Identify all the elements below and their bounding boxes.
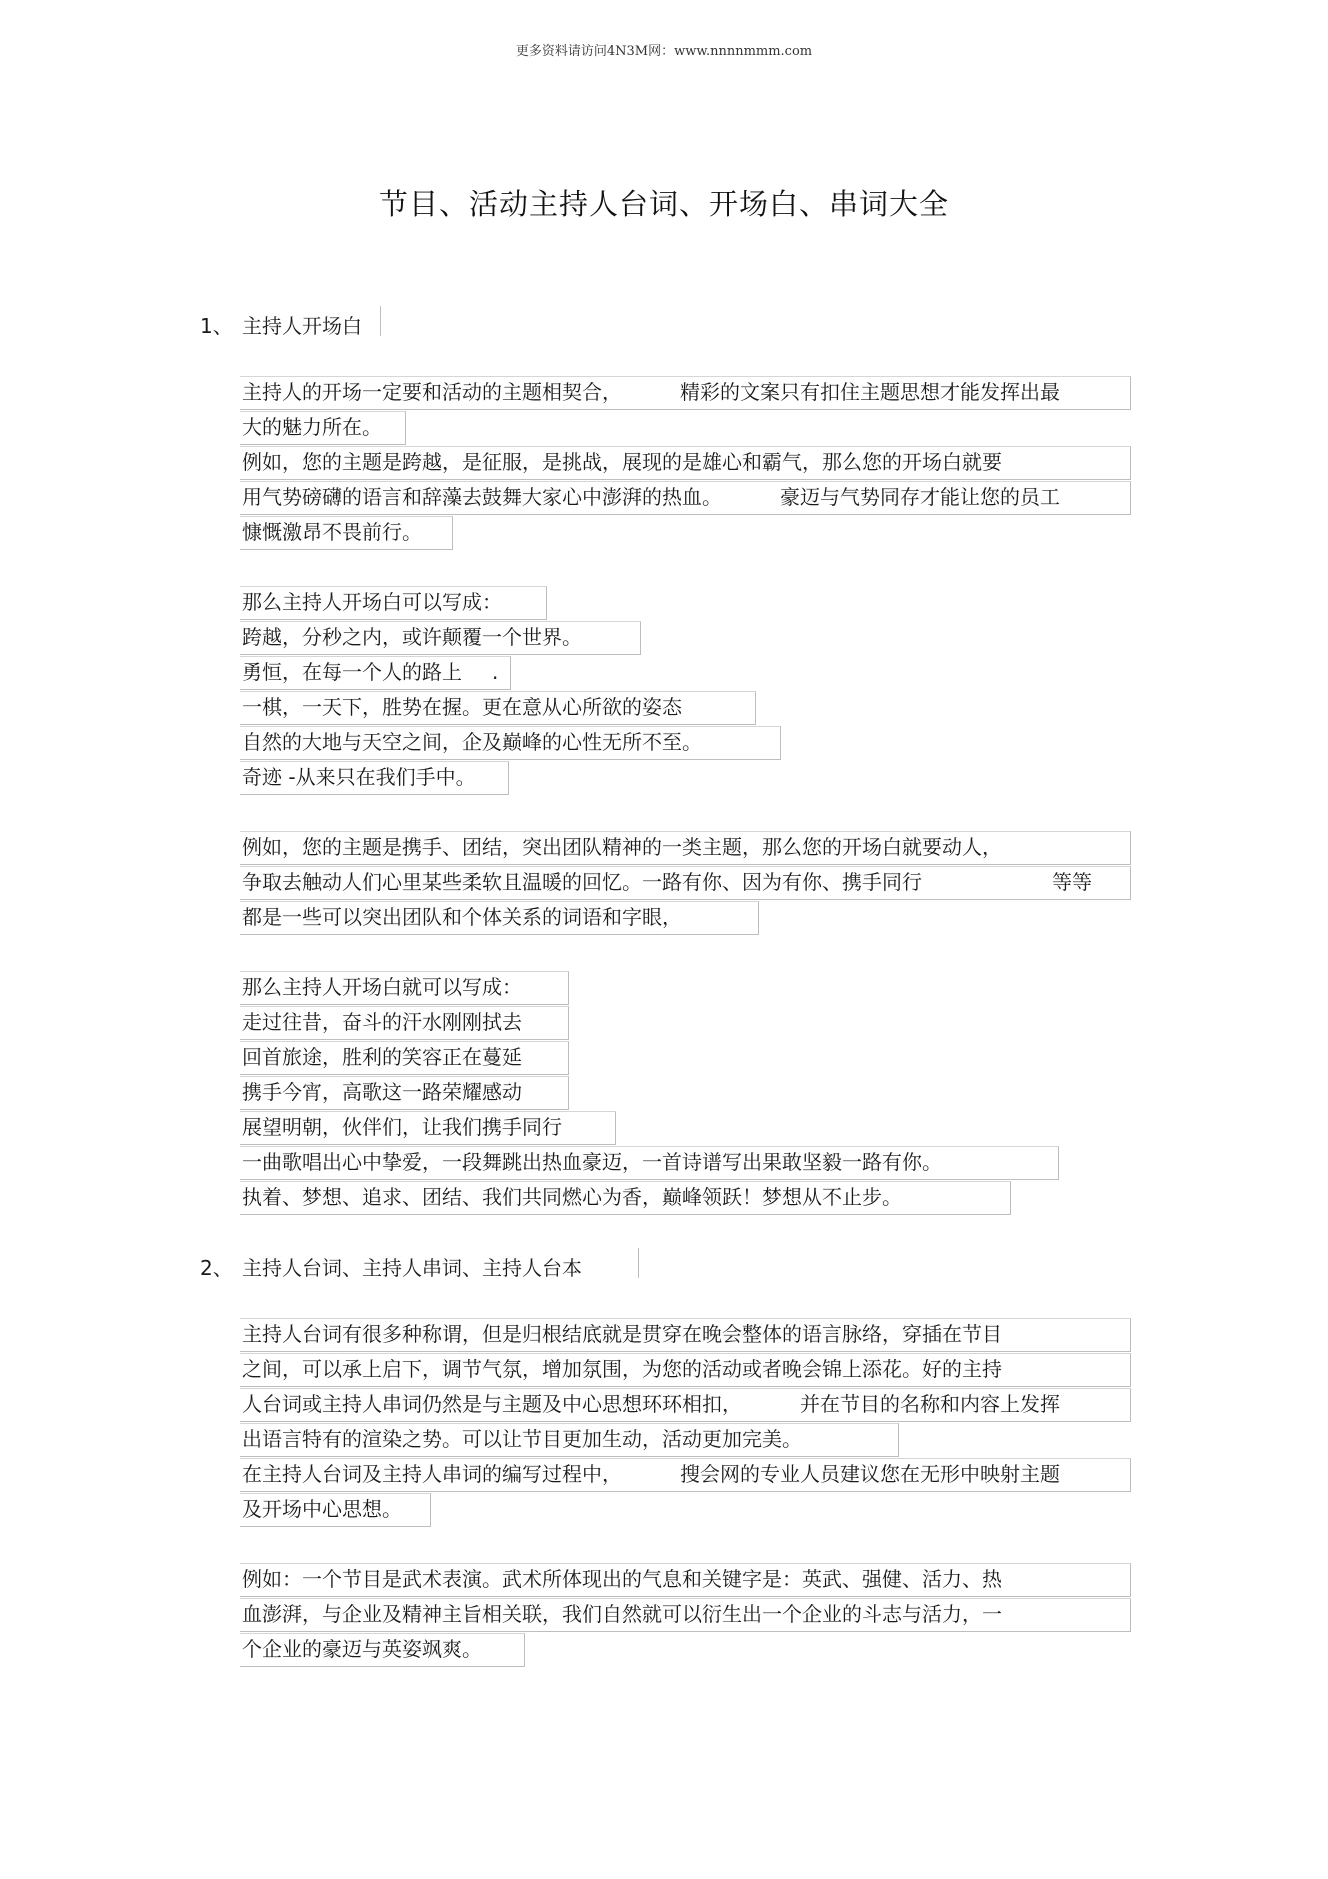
text-line: 跨越，分秒之内，或许颠覆一个世界。 [242, 620, 582, 655]
text-line: 一曲歌唱出心中挚爱，一段舞跳出热血豪迈，一首诗谱写出果敢坚毅一路有你。 [242, 1145, 942, 1180]
text-line: 个企业的豪迈与英姿飒爽。 [242, 1632, 482, 1667]
text-line: 一棋，一天下，胜势在握。更在意从心所欲的姿态 [242, 690, 682, 725]
text-line: 走过往昔，奋斗的汗水刚刚拭去 [242, 1005, 522, 1040]
text-line: 自然的大地与天空之间，企及巅峰的心性无所不至。 [242, 725, 702, 760]
text-line: 例如，您的主题是携手、团结，突出团队精神的一类主题，那么您的开场白就要动人， [242, 830, 1002, 865]
text-line: 主持人的开场一定要和活动的主题相契合， 精彩的文案只有扣住主题思想才能发挥出最 [242, 375, 1060, 410]
text-line: 那么主持人开场白可以写成： [242, 585, 502, 620]
text-line: 用气势磅礴的语言和辞藻去鼓舞大家心中澎湃的热血。 豪迈与气势同存才能让您的员工 [242, 480, 1060, 515]
text-line: 执着、梦想、追求、团结、我们共同燃心为香，巅峰领跃！梦想从不止步。 [242, 1180, 902, 1215]
section-2-number: 2、 [200, 1256, 233, 1280]
text-line: 例如，您的主题是跨越，是征服，是挑战，展现的是雄心和霸气，那么您的开场白就要 [242, 445, 1002, 480]
text-line: 之间，可以承上启下，调节气氛，增加氛围，为您的活动或者晚会锦上添花。好的主持 [242, 1352, 1002, 1387]
text-line: 那么主持人开场白就可以写成： [242, 970, 522, 1005]
text-line: 出语言特有的渲染之势。可以让节目更加生动，活动更加完美。 [242, 1422, 802, 1457]
text-line: 大的魅力所在。 [242, 410, 382, 445]
text-line: 奇迹 -从来只在我们手中。 [242, 760, 476, 795]
section-2-title: 主持人台词、主持人串词、主持人台本 [242, 1256, 582, 1280]
text-line: 携手今宵，高歌这一路荣耀感动 [242, 1075, 522, 1110]
page-header: 更多资料请访问4N3M网：www.nnnnmmm.com [515, 44, 813, 59]
text-line: 慷慨激昂不畏前行。 [242, 515, 422, 550]
text-line: 回首旅途，胜利的笑容正在蔓延 [242, 1040, 522, 1075]
text-line: 都是一些可以突出团队和个体关系的词语和字眼， [242, 900, 682, 935]
text-line: 血澎湃，与企业及精神主旨相关联，我们自然就可以衍生出一个企业的斗志与活力，一 [242, 1597, 1002, 1632]
text-line: 主持人台词有很多种称谓，但是归根结底就是贯穿在晚会整体的语言脉络，穿插在节目 [242, 1317, 1002, 1352]
text-line: 争取去触动人们心里某些柔软且温暖的回忆。一路有你、因为有你、携手同行 等等 [242, 865, 1092, 900]
section-2-heading [200, 1252, 582, 1281]
section-1-title: 主持人开场白 [242, 314, 362, 338]
text-line: 人台词或主持人串词仍然是与主题及中心思想环环相扣， 并在节目的名称和内容上发挥 [242, 1387, 1060, 1422]
text-line: 展望明朝，伙伴们，让我们携手同行 [242, 1110, 562, 1145]
page-title: 节目、活动主持人台词、开场白、串词大全 [378, 187, 949, 221]
section-1-number: 1、 [200, 314, 233, 338]
text-line: 勇恒，在每一个人的路上 . [242, 655, 498, 690]
section-1-heading [200, 310, 362, 339]
text-line: 及开场中心思想。 [242, 1492, 402, 1527]
text-line: 例如：一个节目是武术表演。武术所体现出的气息和关键字是：英武、强健、活力、热 [242, 1562, 1002, 1597]
text-line: 在主持人台词及主持人串词的编写过程中， 搜会网的专业人员建议您在无形中映射主题 [242, 1457, 1060, 1492]
